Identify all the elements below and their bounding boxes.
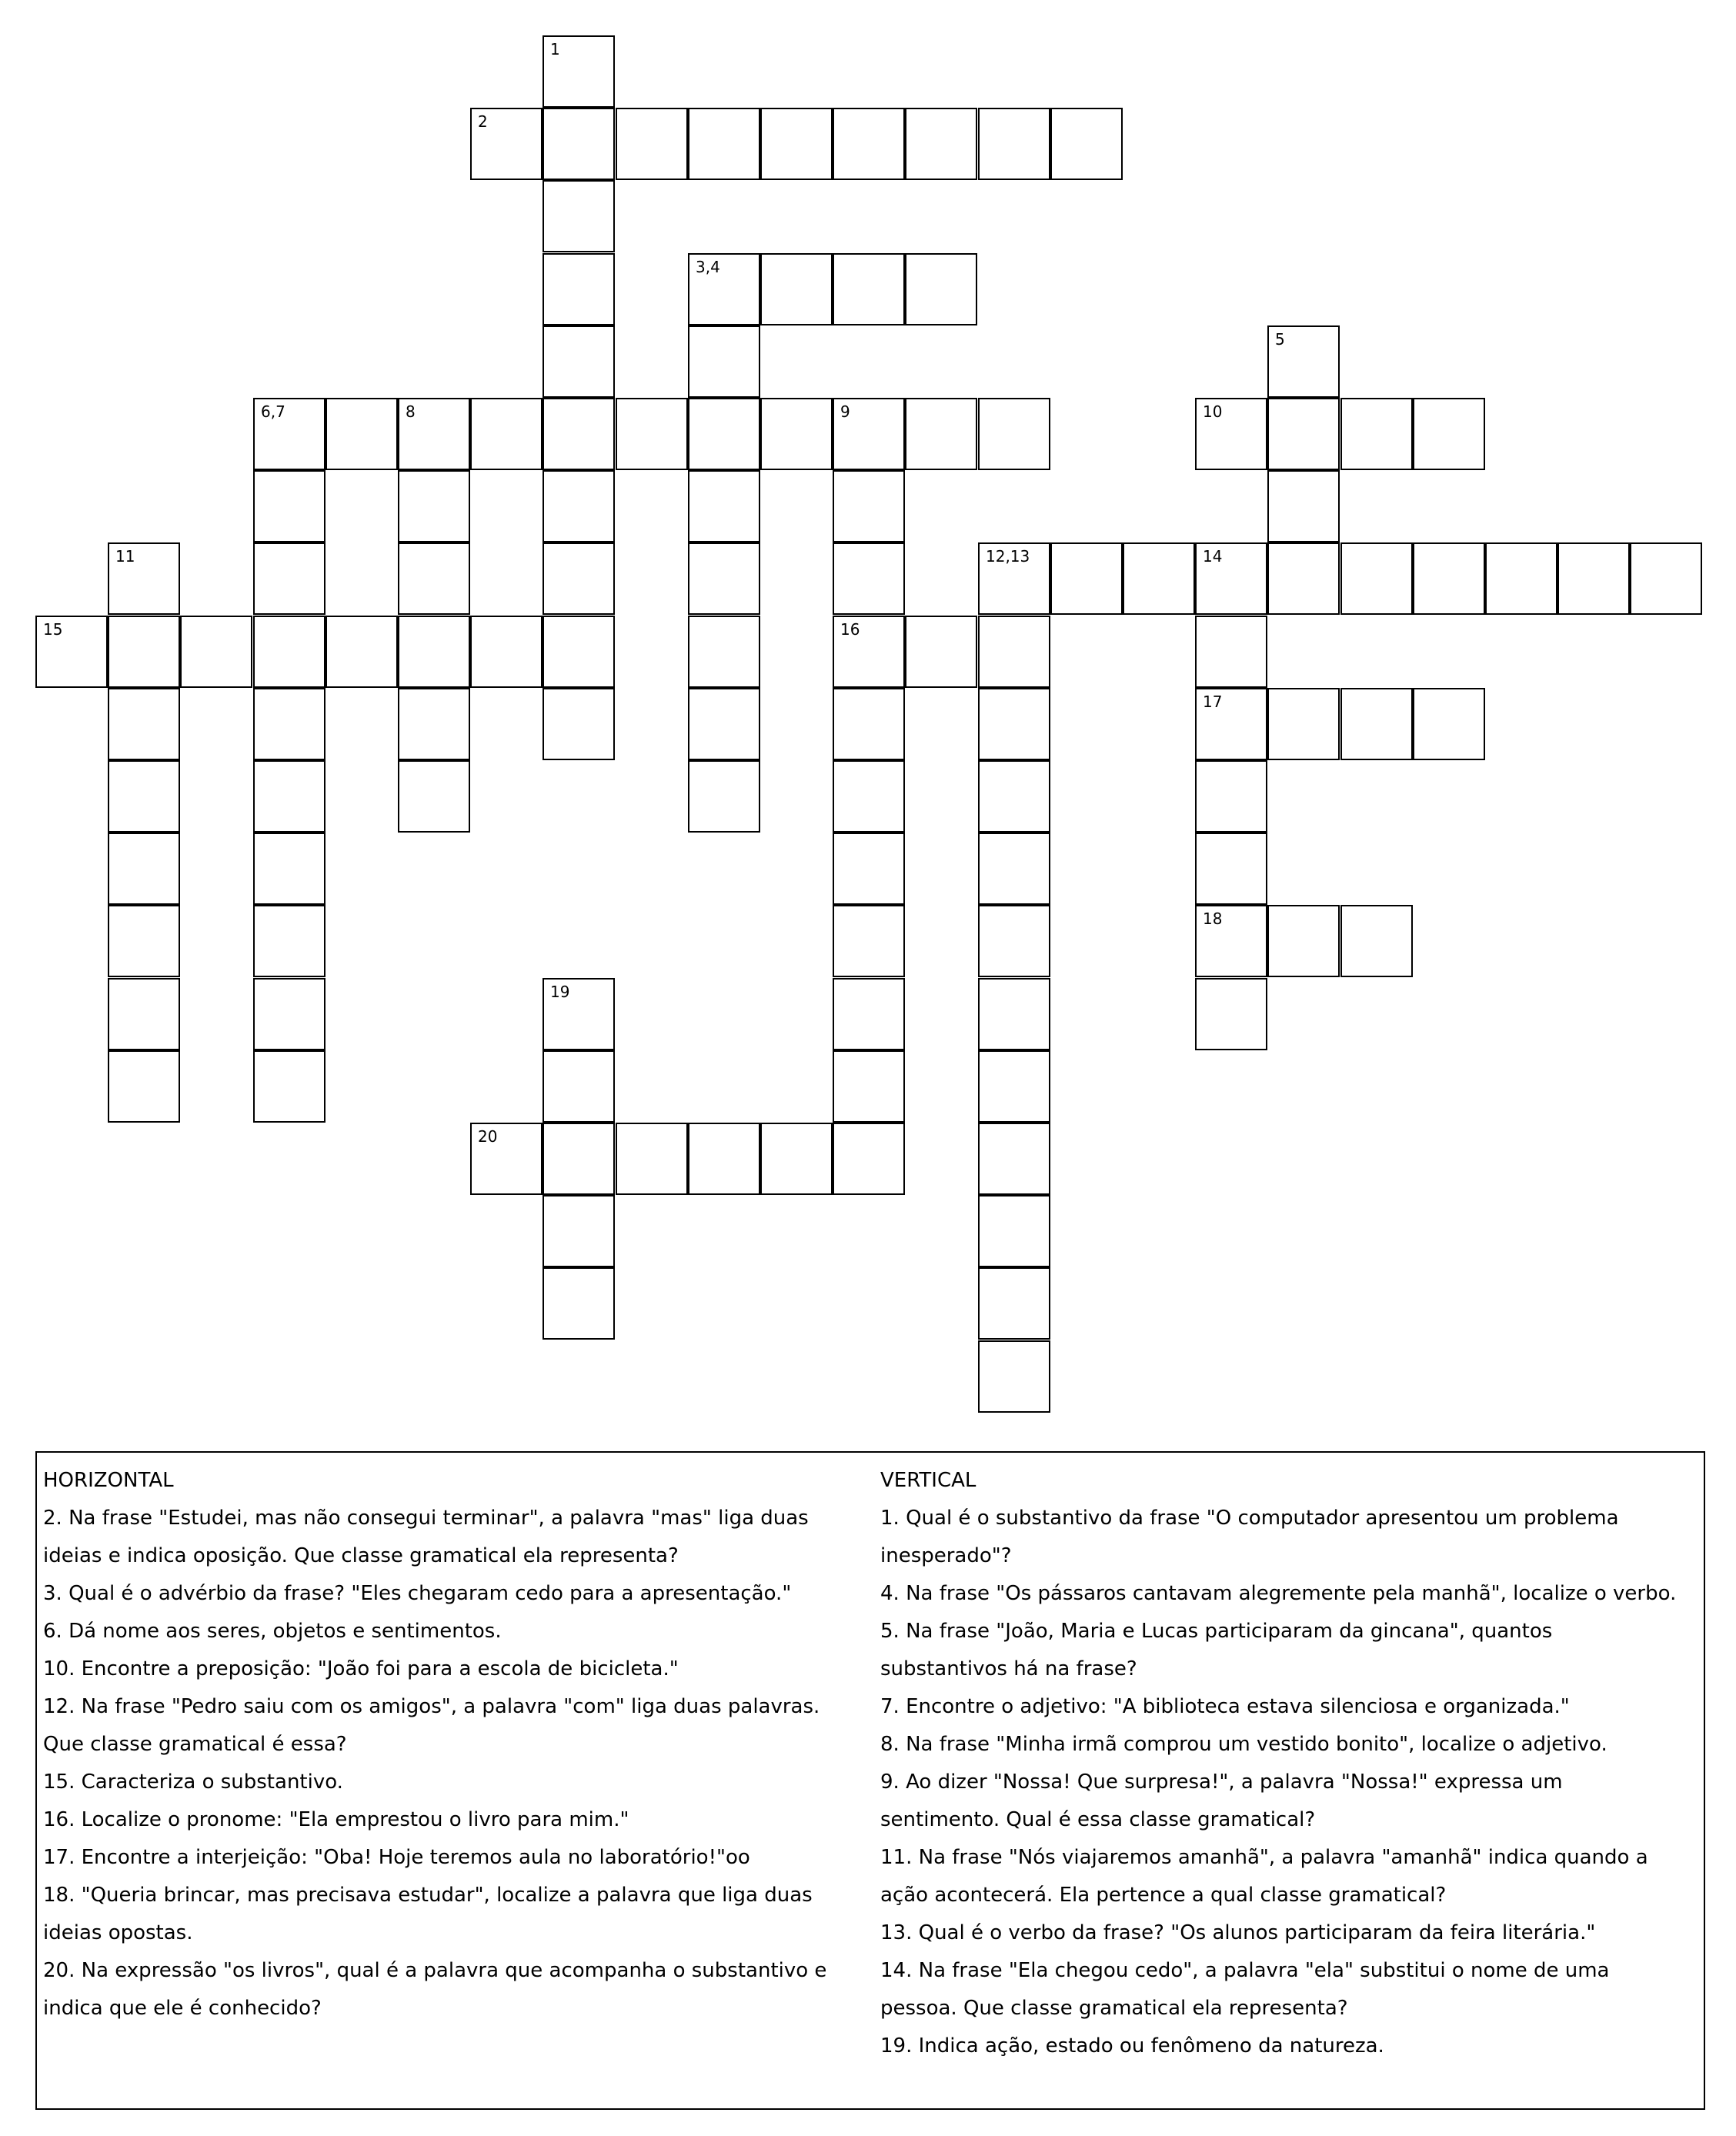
- grid-cell[interactable]: [978, 688, 1050, 760]
- grid-cell[interactable]: [833, 760, 905, 833]
- grid-cell[interactable]: [1557, 542, 1630, 615]
- clue-line: pessoa. Que classe gramatical ela representa?: [880, 1997, 1348, 2020]
- clue-line: inesperado"?: [880, 1544, 1012, 1567]
- clue-number: 11: [115, 547, 135, 566]
- clue-line: 16. Localize o pronome: "Ela emprestou o livro para mim.": [43, 1808, 629, 1831]
- grid-cell[interactable]: [1267, 325, 1340, 398]
- grid-cell[interactable]: [1413, 398, 1485, 470]
- clue-line: 5. Na frase "João, Maria e Lucas participaram da gincana", quantos: [880, 1620, 1553, 1643]
- grid-cell[interactable]: [542, 108, 615, 180]
- grid-cell[interactable]: [253, 1050, 326, 1123]
- clue-number: 20: [478, 1127, 498, 1146]
- vertical-clues: [880, 1462, 1698, 2065]
- clue-number: 5: [1275, 330, 1285, 349]
- grid-cell[interactable]: [978, 905, 1050, 977]
- clues-box: [35, 1451, 1705, 2110]
- grid-cell[interactable]: [978, 833, 1050, 905]
- grid-cell[interactable]: [1267, 905, 1340, 977]
- grid-cell[interactable]: [688, 542, 760, 615]
- grid-cell[interactable]: [542, 1267, 615, 1340]
- grid-cell[interactable]: [978, 1340, 1050, 1413]
- grid-cell[interactable]: [1630, 542, 1702, 615]
- grid-cell[interactable]: [1195, 688, 1267, 760]
- clue-line: ideias e indica oposição. Que classe gramatical ela representa?: [43, 1544, 679, 1567]
- clue-line: 6. Dá nome aos seres, objetos e sentimentos.: [43, 1620, 502, 1643]
- grid-cell[interactable]: [398, 398, 470, 470]
- grid-cell[interactable]: [253, 470, 326, 542]
- grid-cell[interactable]: [833, 688, 905, 760]
- grid-cell[interactable]: [542, 470, 615, 542]
- grid-cell[interactable]: [35, 616, 108, 688]
- grid-cell[interactable]: [833, 398, 905, 470]
- clue-number: 8: [406, 402, 416, 421]
- grid-cell[interactable]: [1340, 905, 1413, 977]
- grid-cell[interactable]: [688, 470, 760, 542]
- grid-cell[interactable]: [1267, 398, 1340, 470]
- clue-line: 2. Na frase "Estudei, mas não consegui terminar", a palavra "mas" liga duas: [43, 1507, 809, 1530]
- grid-cell[interactable]: [833, 978, 905, 1050]
- grid-cell[interactable]: [760, 108, 833, 180]
- grid-cell[interactable]: [542, 1050, 615, 1123]
- clue-line: ideias opostas.: [43, 1921, 193, 1944]
- grid-cell[interactable]: [542, 398, 615, 470]
- grid-cell[interactable]: [542, 180, 615, 252]
- grid-cell[interactable]: [542, 1195, 615, 1267]
- grid-cell[interactable]: [108, 833, 180, 905]
- grid-cell[interactable]: [833, 1050, 905, 1123]
- clue-line: 18. "Queria brincar, mas precisava estudar", localize a palavra que liga duas: [43, 1884, 813, 1907]
- grid-cell[interactable]: [542, 978, 615, 1050]
- clue-line: substantivos há na frase?: [880, 1657, 1137, 1680]
- clue-line: 19. Indica ação, estado ou fenômeno da natureza.: [880, 2034, 1384, 2058]
- clue-number: 10: [1203, 402, 1223, 421]
- clue-line: 7. Encontre o adjetivo: "A biblioteca estava silenciosa e organizada.": [880, 1695, 1570, 1718]
- clue-number: 15: [43, 620, 63, 639]
- grid-cell[interactable]: [760, 253, 833, 325]
- grid-cell[interactable]: [470, 398, 542, 470]
- grid-cell[interactable]: [542, 253, 615, 325]
- grid-cell[interactable]: [1050, 542, 1123, 615]
- clue-line: sentimento. Qual é essa classe gramatical?: [880, 1808, 1316, 1831]
- grid-cell[interactable]: [833, 616, 905, 688]
- grid-cell[interactable]: [1340, 688, 1413, 760]
- grid-cell[interactable]: [905, 398, 977, 470]
- clue-number: 9: [840, 402, 850, 421]
- clue-line: 14. Na frase "Ela chegou cedo", a palavra "ela" substitui o nome de uma: [880, 1959, 1610, 1982]
- grid-cell[interactable]: [1195, 542, 1267, 615]
- grid-cell[interactable]: [833, 108, 905, 180]
- grid-cell[interactable]: [470, 108, 542, 180]
- grid-cell[interactable]: [1195, 760, 1267, 833]
- grid-cell[interactable]: [108, 542, 180, 615]
- grid-cell[interactable]: [688, 325, 760, 398]
- clue-line: 11. Na frase "Nós viajaremos amanhã", a palavra "amanhã" indica quando a: [880, 1846, 1648, 1869]
- grid-cell[interactable]: [905, 616, 977, 688]
- clue-number: 16: [840, 620, 860, 639]
- grid-cell[interactable]: [326, 616, 398, 688]
- grid-cell[interactable]: [616, 398, 688, 470]
- grid-cell[interactable]: [978, 542, 1050, 615]
- grid-cell[interactable]: [688, 760, 760, 833]
- grid-cell[interactable]: [905, 253, 977, 325]
- clue-number: 1: [550, 40, 560, 58]
- grid-cell[interactable]: [833, 542, 905, 615]
- grid-cell[interactable]: [398, 616, 470, 688]
- clue-line: 15. Caracteriza o substantivo.: [43, 1771, 343, 1794]
- clue-line: ação acontecerá. Ela pertence a qual classe gramatical?: [880, 1884, 1447, 1907]
- clue-line: indica que ele é conhecido?: [43, 1997, 322, 2020]
- grid-cell[interactable]: [688, 398, 760, 470]
- grid-cell[interactable]: [1413, 542, 1485, 615]
- grid-cell[interactable]: [1485, 542, 1557, 615]
- grid-cell[interactable]: [542, 35, 615, 108]
- grid-cell[interactable]: [978, 616, 1050, 688]
- grid-cell[interactable]: [1267, 542, 1340, 615]
- grid-cell[interactable]: [108, 616, 180, 688]
- grid-cell[interactable]: [108, 905, 180, 977]
- grid-cell[interactable]: [833, 253, 905, 325]
- grid-cell[interactable]: [253, 978, 326, 1050]
- grid-cell[interactable]: [253, 688, 326, 760]
- grid-cell[interactable]: [470, 1123, 542, 1195]
- grid-cell[interactable]: [1195, 905, 1267, 977]
- grid-cell[interactable]: [542, 1123, 615, 1195]
- grid-cell[interactable]: [1267, 688, 1340, 760]
- vertical-heading: VERTICAL: [880, 1469, 976, 1492]
- grid-cell[interactable]: [1267, 470, 1340, 542]
- grid-cell[interactable]: [326, 398, 398, 470]
- grid-cell[interactable]: [470, 616, 542, 688]
- grid-cell[interactable]: [253, 542, 326, 615]
- clue-number: 17: [1203, 693, 1223, 711]
- grid-cell[interactable]: [978, 398, 1050, 470]
- grid-cell[interactable]: [108, 1050, 180, 1123]
- grid-cell[interactable]: [760, 1123, 833, 1195]
- grid-cell[interactable]: [1413, 688, 1485, 760]
- grid-cell[interactable]: [180, 616, 252, 688]
- grid-cell[interactable]: [1195, 833, 1267, 905]
- grid-cell[interactable]: [688, 616, 760, 688]
- clue-number: 2: [478, 112, 488, 131]
- grid-cell[interactable]: [1195, 616, 1267, 688]
- grid-cell[interactable]: [398, 470, 470, 542]
- grid-cell[interactable]: [978, 760, 1050, 833]
- grid-cell[interactable]: [978, 1195, 1050, 1267]
- clue-line: 1. Qual é o substantivo da frase "O computador apresentou um problema: [880, 1507, 1619, 1530]
- grid-cell[interactable]: [542, 542, 615, 615]
- grid-cell[interactable]: [978, 1267, 1050, 1340]
- grid-cell[interactable]: [253, 905, 326, 977]
- clue-line: 3. Qual é o advérbio da frase? "Eles chegaram cedo para a apresentação.": [43, 1582, 792, 1605]
- grid-cell[interactable]: [1123, 542, 1195, 615]
- grid-cell[interactable]: [253, 760, 326, 833]
- grid-cell[interactable]: [398, 688, 470, 760]
- grid-cell[interactable]: [905, 108, 977, 180]
- clue-number: 3,4: [696, 258, 720, 276]
- grid-cell[interactable]: [616, 1123, 688, 1195]
- clue-line: 17. Encontre a interjeição: "Oba! Hoje teremos aula no laboratório!"oo: [43, 1846, 750, 1869]
- grid-cell[interactable]: [1195, 398, 1267, 470]
- grid-cell[interactable]: [542, 688, 615, 760]
- clue-line: 12. Na frase "Pedro saiu com os amigos", a palavra "com" liga duas palavras.: [43, 1695, 820, 1718]
- clue-line: 4. Na frase "Os pássaros cantavam alegremente pela manhã", localize o verbo.: [880, 1582, 1677, 1605]
- grid-cell[interactable]: [1050, 108, 1123, 180]
- grid-cell[interactable]: [253, 833, 326, 905]
- clue-number: 6,7: [261, 402, 285, 421]
- grid-cell[interactable]: [542, 325, 615, 398]
- grid-cell[interactable]: [833, 1123, 905, 1195]
- grid-cell[interactable]: [1195, 978, 1267, 1050]
- grid-cell[interactable]: [760, 398, 833, 470]
- grid-cell[interactable]: [398, 542, 470, 615]
- clue-number: 12,13: [986, 547, 1030, 566]
- grid-cell[interactable]: [253, 616, 326, 688]
- clue-line: 9. Ao dizer "Nossa! Que surpresa!", a palavra "Nossa!" expressa um: [880, 1771, 1563, 1794]
- grid-cell[interactable]: [398, 760, 470, 833]
- grid-cell[interactable]: [1340, 398, 1413, 470]
- grid-cell[interactable]: [978, 108, 1050, 180]
- grid-cell[interactable]: [978, 978, 1050, 1050]
- grid-cell[interactable]: [253, 398, 326, 470]
- grid-cell[interactable]: [688, 1123, 760, 1195]
- grid-cell[interactable]: [978, 1123, 1050, 1195]
- grid-cell[interactable]: [833, 905, 905, 977]
- grid-cell[interactable]: [542, 616, 615, 688]
- grid-cell[interactable]: [978, 1050, 1050, 1123]
- grid-cell[interactable]: [1340, 542, 1413, 615]
- clue-line: 10. Encontre a preposição: "João foi para a escola de bicicleta.": [43, 1657, 679, 1680]
- clue-line: 20. Na expressão "os livros", qual é a palavra que acompanha o substantivo e: [43, 1959, 827, 1982]
- clue-number: 18: [1203, 909, 1223, 928]
- horizontal-heading: HORIZONTAL: [43, 1469, 174, 1492]
- clue-number: 19: [550, 983, 570, 1001]
- grid-cell[interactable]: [833, 470, 905, 542]
- grid-cell[interactable]: [688, 108, 760, 180]
- grid-cell[interactable]: [833, 833, 905, 905]
- clue-line: 13. Qual é o verbo da frase? "Os alunos participaram da feira literária.": [880, 1921, 1596, 1944]
- grid-cell[interactable]: [688, 253, 760, 325]
- grid-cell[interactable]: [616, 108, 688, 180]
- clue-line: 8. Na frase "Minha irmã comprou um vestido bonito", localize o adjetivo.: [880, 1733, 1607, 1756]
- clue-number: 14: [1203, 547, 1223, 566]
- grid-cell[interactable]: [108, 760, 180, 833]
- grid-cell[interactable]: [688, 688, 760, 760]
- clue-line: Que classe gramatical é essa?: [43, 1733, 347, 1756]
- grid-cell[interactable]: [108, 978, 180, 1050]
- horizontal-clues: [43, 1462, 859, 2028]
- grid-cell[interactable]: [108, 688, 180, 760]
